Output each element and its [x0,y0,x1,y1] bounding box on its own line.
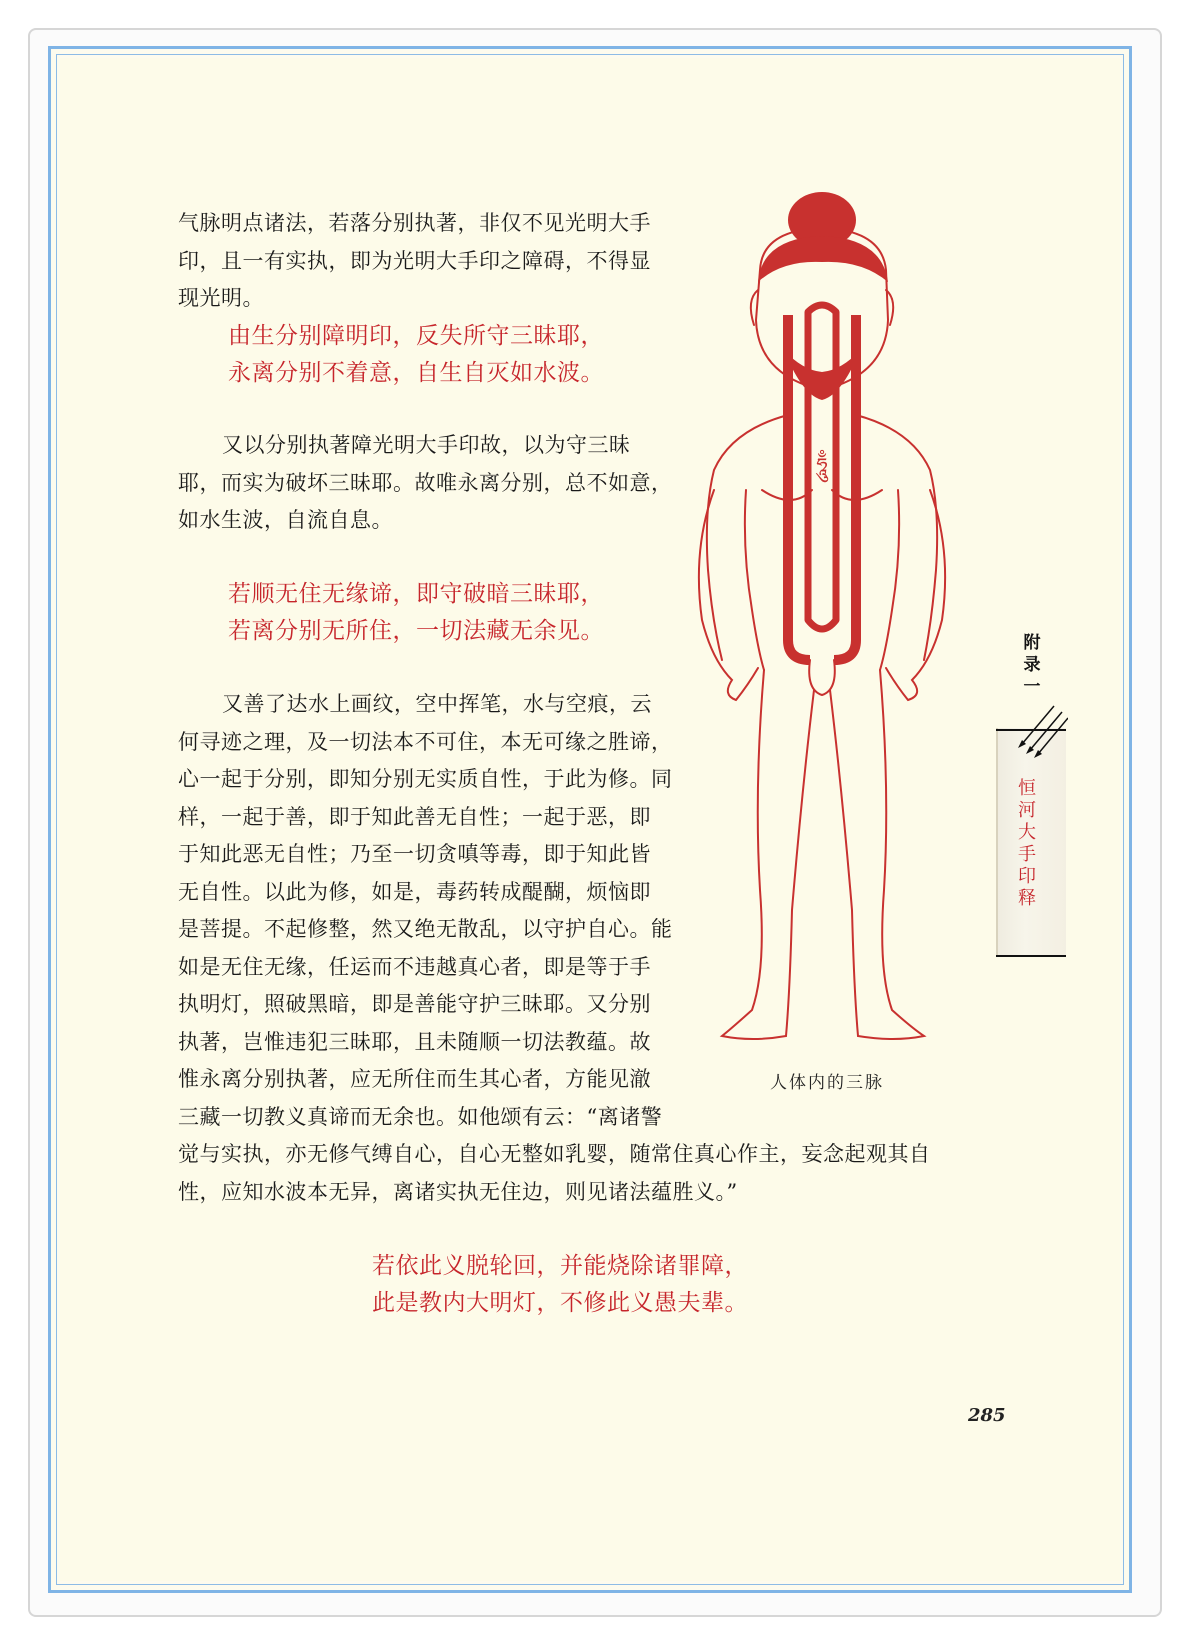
arrow-decoration-icon [994,702,1068,762]
verse-line: 若顺无住无缘谛，即守破暗三昧耶， [228,581,604,607]
three-channels-figure [662,190,982,1060]
side-tab-section [1022,632,1042,698]
text-line: 惟永离分别执著，应无所住而生其心者，方能见澈 [178,1067,651,1091]
page-number: 285 [968,1405,1006,1426]
figure-torso-right [880,490,899,670]
paragraph-2 [178,427,673,540]
text-line: 执著，岂惟违犯三昧耶，且未随顺一切法教蕴。故 [178,1029,651,1054]
text-line: 又善了达水上画纹，空中挥笔，水与空痕，云 [222,692,652,716]
figure-chest [762,490,882,500]
verse-2 [228,576,604,650]
text-line: 执明灯，照破黑暗，即是善能守护三昧耶。又分别 [178,992,651,1016]
side-tab-char: 一 [1023,677,1041,697]
side-tab-bottom-rule [996,955,1066,957]
figure-torso-left [745,490,764,670]
side-tab-book-title [1014,778,1040,910]
text-line: 性，应知水波本无异，离诸实执无住边，则见诸法蕴胜义。” [178,1179,738,1204]
text-line: 是菩提。不起修整，然又绝无散乱，以守护自心。能 [178,917,673,941]
text-line: 心一起于分别，即知分别无实质自性，于此为修。同 [178,767,673,791]
side-tab-char: 恒 [1018,778,1036,799]
figure-groin [809,660,835,695]
verse-line: 此是教内大明灯，不修此义愚夫辈。 [372,1290,748,1316]
figure-beard [784,350,860,400]
verse-line: 若离分别无所住，一切法藏无余见。 [228,618,604,644]
text-line: 现光明。 [178,286,264,310]
text-line: 何寻迹之理，及一切法本不可住，本无可缘之胜谛， [178,729,673,754]
side-tab-char: 释 [1018,888,1036,909]
paragraph-3 [178,686,673,1136]
side-tab-char: 附 [1023,633,1041,653]
text-line: 样，一起于善，即于知此善无自性；一起于恶，即 [178,804,651,829]
text-line: 印，且一有实执，即为光明大手印之障碍，不得显 [178,248,651,273]
text-line: 气脉明点诸法，若落分别执著，非仅不见光明大手 [178,211,651,235]
figure-right-leg [830,670,924,1039]
side-tab-char: 录 [1023,655,1041,675]
side-tab-char: 手 [1018,844,1036,865]
figure-hair [758,236,888,282]
text-line: 觉与实执，亦无修气缚自心，自心无整如乳婴，随常住真心作主，妄念起观其自 [178,1142,931,1166]
verse-line: 永离分别不着意，自生自灭如水波。 [228,360,604,386]
verse-1 [228,318,604,392]
paragraph-1 [178,205,651,318]
figure-neck-right [854,385,937,660]
text-line: 三藏一切教义真谛而无余也。如他颂有云：“离诸警 [178,1104,663,1129]
text-line: 于知此恶无自性；乃至一切贪嗔等毒，即于知此皆 [178,842,651,866]
paragraph-3-continued [178,1136,938,1211]
side-tab-char: 大 [1018,822,1036,843]
verse-line: 若依此义脱轮回，并能烧除诸罪障， [372,1253,748,1279]
text-line: 耶，而实为破坏三昧耶。故唯永离分别，总不如意， [178,470,673,495]
verse-3 [372,1248,748,1322]
heart-syllable: ཧཱུྃ [816,453,828,477]
text-line: 如水生波，自流自息。 [178,508,393,532]
side-tab-char: 河 [1018,800,1036,821]
side-tab-char: 印 [1018,866,1036,887]
figure-caption: 人体内的三脉 [770,1073,884,1093]
figure-neck [707,385,790,660]
verse-line: 由生分别障明印，反失所守三昧耶， [228,323,604,349]
figure-left-leg [722,670,814,1039]
text-line: 无自性。以此为修，如是，毒药转成醍醐，烦恼即 [178,879,651,904]
text-line: 又以分别执著障光明大手印故，以为守三昧 [222,433,631,457]
text-line: 如是无住无缘，任运而不违越真心者，即是等于手 [178,954,651,979]
